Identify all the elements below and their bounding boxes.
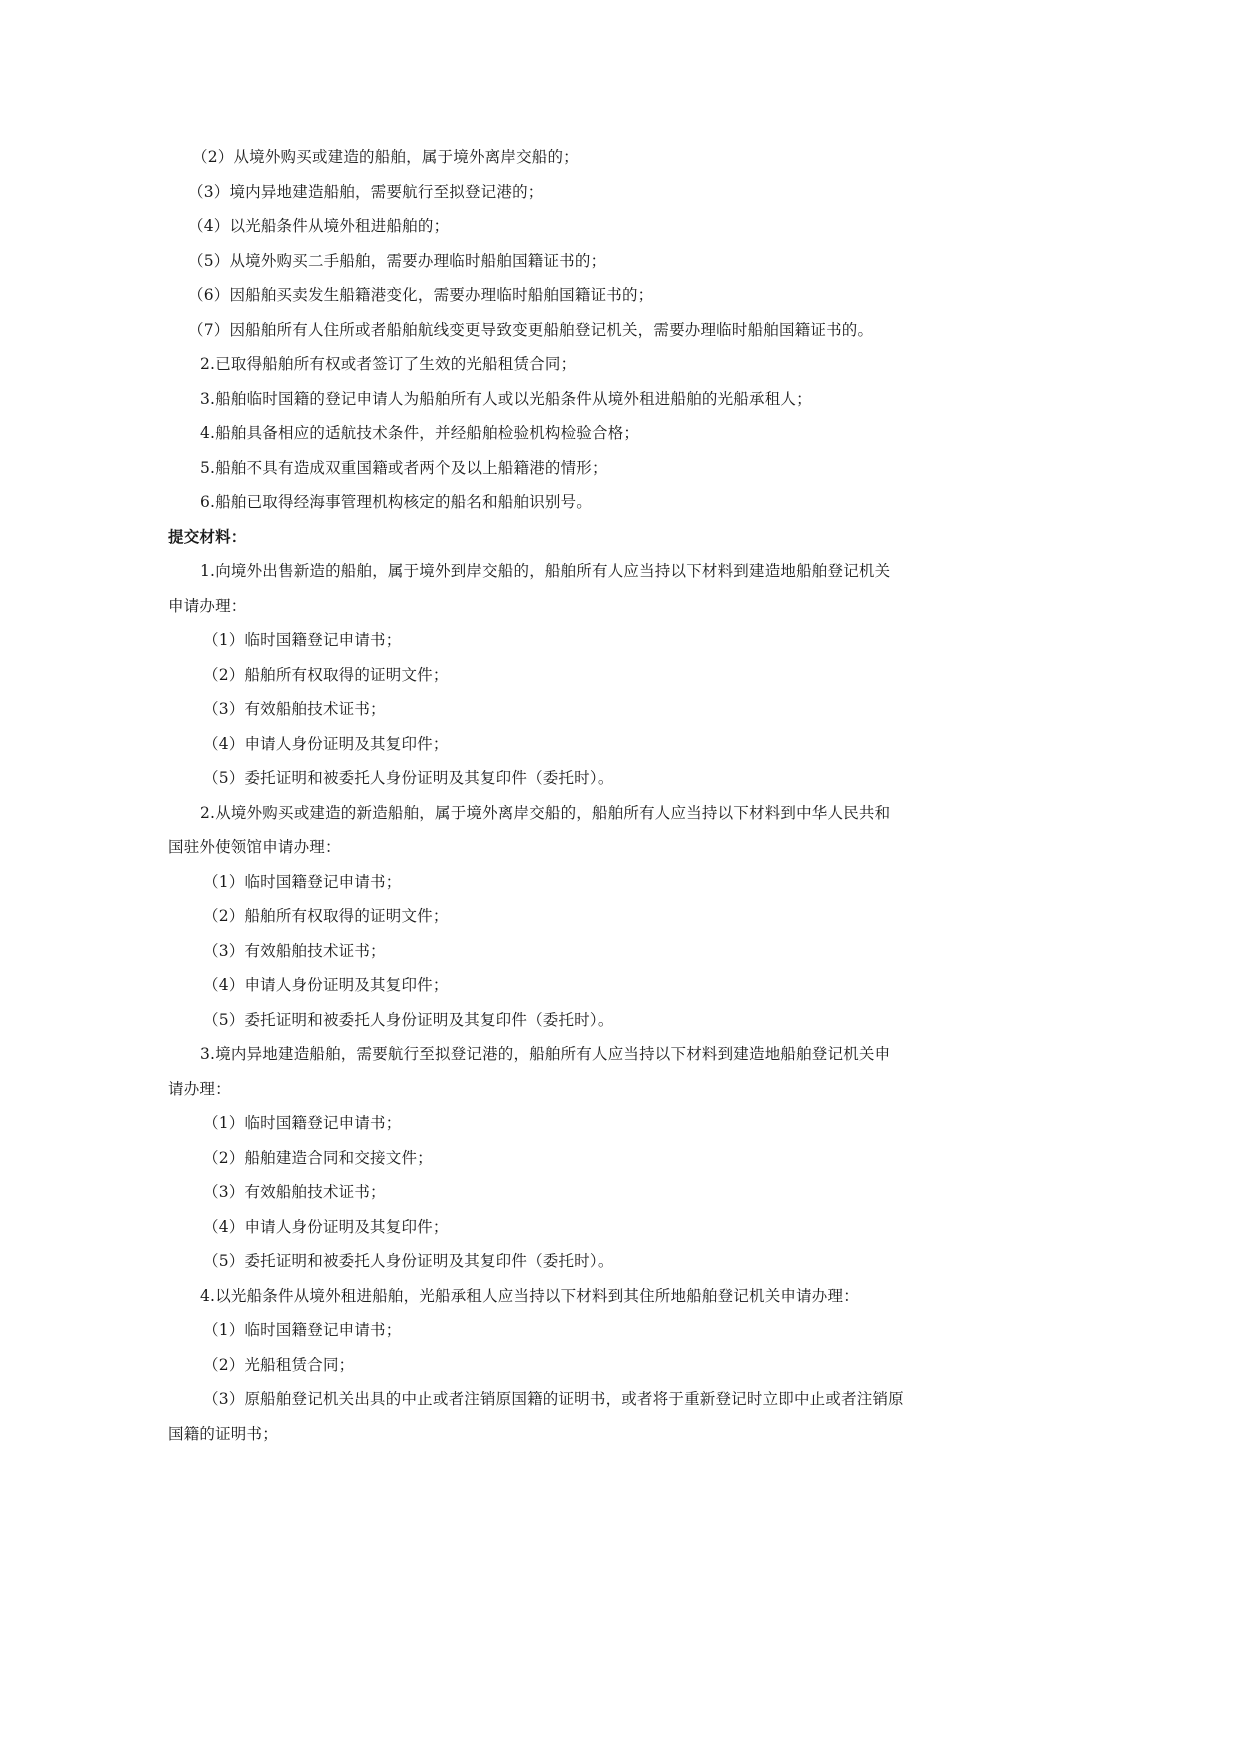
material-item: （1）临时国籍登记申请书；	[203, 872, 402, 891]
material-item: （2）船舶所有权取得的证明文件；	[203, 665, 449, 684]
materials-section-intro: 2.从境外购买或建造的新造船舶，属于境外离岸交船的，船舶所有人应当持以下材料到中华人民共和	[200, 803, 891, 822]
material-item: （2）光船租赁合同；	[203, 1355, 355, 1374]
materials-section-intro-cont: 请办理：	[168, 1079, 231, 1098]
material-item: （3）原船舶登记机关出具的中止或者注销原国籍的证明书，或者将于重新登记时立即中止或者注销原	[203, 1390, 904, 1408]
material-item: （2）船舶所有权取得的证明文件；	[203, 907, 449, 925]
material-item: （1）临时国籍登记申请书；	[203, 1114, 402, 1132]
condition-sub-item: （3）境内异地建造船舶，需要航行至拟登记港的；	[188, 182, 544, 201]
condition-sub-item: （7）因船舶所有人住所或者船舶航线变更导致变更船舶登记机关，需要办理临时船舶国籍证书的。	[188, 320, 874, 339]
material-item: （5）委托证明和被委托人身份证明及其复印件（委托时）。	[203, 1252, 614, 1270]
condition-sub-item: （2）从境外购买或建造的船舶，属于境外离岸交船的；	[192, 148, 579, 166]
material-item: （3）有效船舶技术证书；	[203, 941, 386, 960]
material-item: （4）申请人身份证明及其复印件；	[203, 1217, 449, 1236]
materials-section-intro-cont: 国驻外使领馆申请办理：	[168, 838, 341, 856]
materials-section-intro: 3.境内异地建造船舶，需要航行至拟登记港的，船舶所有人应当持以下材料到建造地船舶登记机关申	[200, 1045, 891, 1063]
condition-item: 3.船舶临时国籍的登记申请人为船舶所有人或以光船条件从境外租进船舶的光船承租人；	[200, 389, 812, 408]
condition-item: 5.船舶不具有造成双重国籍或者两个及以上船籍港的情形；	[200, 458, 608, 477]
material-item-cont: 国籍的证明书；	[168, 1424, 278, 1443]
condition-item: 6.船舶已取得经海事管理机构核定的船名和船舶识别号。	[200, 493, 592, 511]
material-item: （5）委托证明和被委托人身份证明及其复印件（委托时）。	[203, 1010, 614, 1029]
material-item: （3）有效船舶技术证书；	[203, 700, 386, 718]
materials-section-intro: 1.向境外出售新造的船舶，属于境外到岸交船的，船舶所有人应当持以下材料到建造地船舶登记机关	[200, 562, 891, 580]
condition-item: 2.已取得船舶所有权或者签订了生效的光船租赁合同；	[200, 355, 577, 373]
document-page	[168, 140, 1068, 1451]
material-item: （4）申请人身份证明及其复印件；	[203, 734, 449, 753]
material-item: （5）委托证明和被委托人身份证明及其复印件（委托时）。	[203, 769, 614, 787]
section-heading-materials: 提交材料：	[168, 527, 247, 546]
condition-sub-item: （6）因船舶买卖发生船籍港变化，需要办理临时船舶国籍证书的；	[188, 286, 654, 304]
materials-section-intro-cont: 申请办理：	[168, 596, 247, 615]
material-item: （1）临时国籍登记申请书；	[203, 1321, 402, 1339]
condition-item: 4.船舶具备相应的适航技术条件，并经船舶检验机构检验合格；	[200, 424, 640, 442]
condition-sub-item: （4）以光船条件从境外租进船舶的；	[188, 217, 450, 235]
material-item: （2）船舶建造合同和交接文件；	[203, 1148, 433, 1167]
condition-sub-item: （5）从境外购买二手船舶，需要办理临时船舶国籍证书的；	[188, 251, 607, 270]
material-item: （3）有效船舶技术证书；	[203, 1183, 386, 1201]
materials-section-intro: 4.以光船条件从境外租进船舶，光船承租人应当持以下材料到其住所地船舶登记机关申请办理：	[200, 1286, 859, 1305]
material-item: （4）申请人身份证明及其复印件；	[203, 976, 449, 994]
material-item: （1）临时国籍登记申请书；	[203, 631, 402, 649]
